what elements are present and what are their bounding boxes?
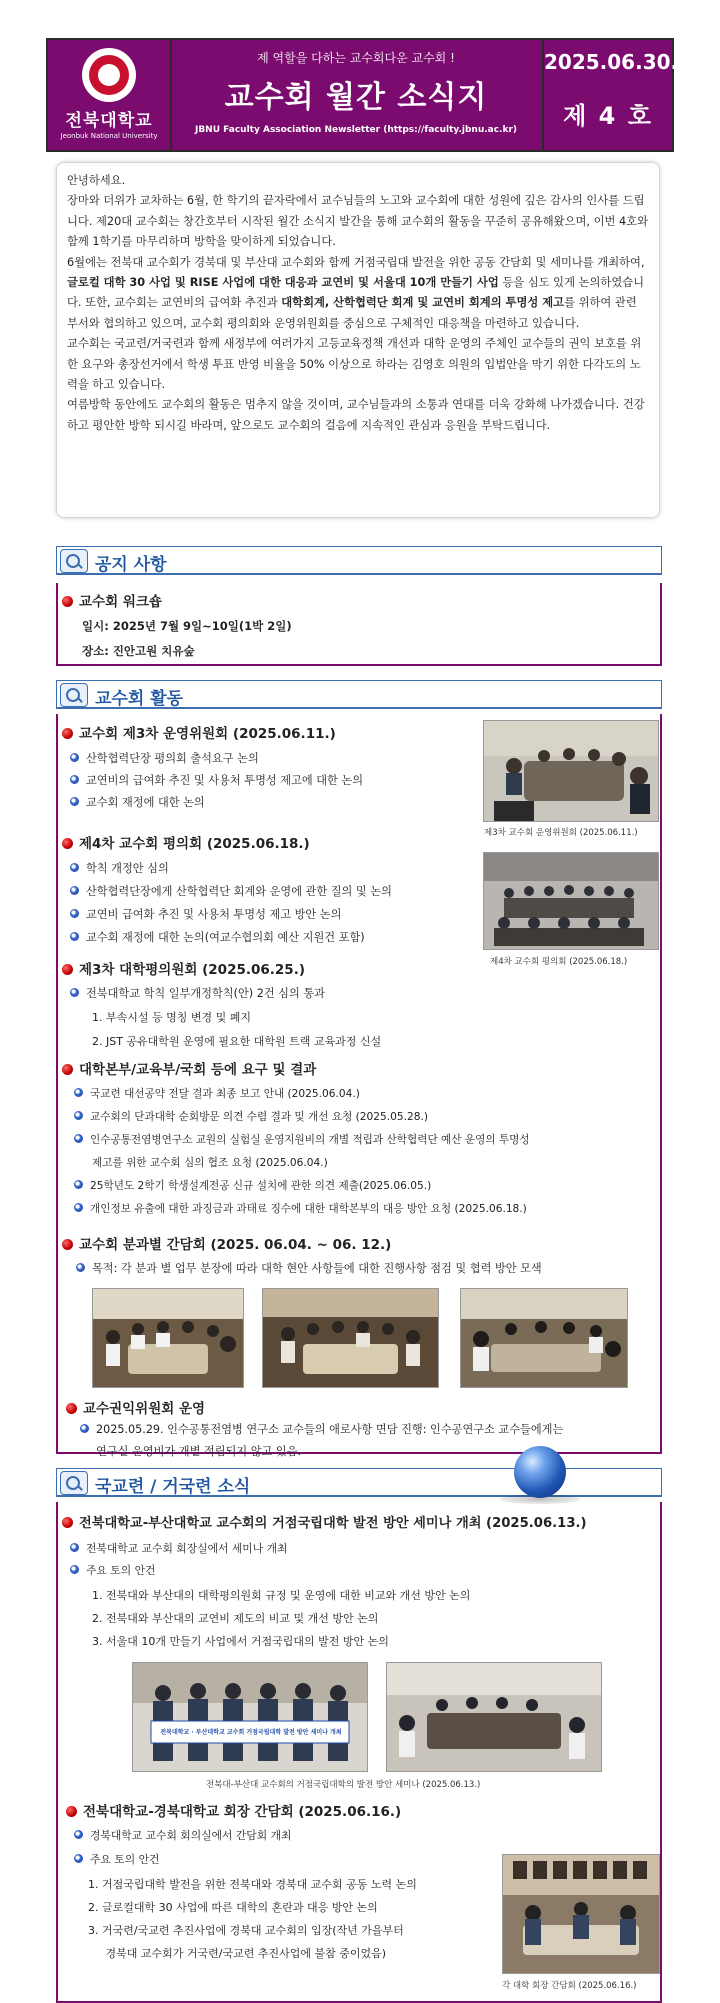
document-search-icon [60, 683, 88, 707]
list-item: 교수회의 단과대학 순회방문 의견 수렴 결과 및 개선 요청 (2025.05.28.) [74, 1109, 428, 1124]
blue-bullet-icon [74, 1180, 83, 1189]
list-item: 목적: 각 분과 별 업무 분장에 따라 대학 현안 사항들에 대한 진행사항 점검 및 협력 방안 모색 [76, 1260, 542, 1276]
list-item: 경북대학교 교수회 회의실에서 간담회 개최 [74, 1828, 291, 1843]
intro-letter [56, 162, 660, 518]
section-title-activity: 교수회 활동 [95, 689, 184, 709]
kyungpook-meeting-photo [502, 1854, 660, 1974]
meetings-title: 교수회 분과별 간담회 (2025. 06.04. ~ 06. 12.) [62, 1233, 391, 1253]
red-bullet-icon [62, 728, 73, 739]
blue-bullet-icon [70, 1543, 79, 1552]
list-item: 산학협력단장에게 산학협력단 회계와 운영에 관한 질의 및 논의 [70, 883, 392, 899]
list-item-continuation: 연구실 운영비가 개별 적립되지 않고 있음. [96, 1445, 302, 1458]
council-photo [483, 852, 659, 950]
intro-paragraph-3: 교수회는 국교련/거국련과 함께 새정부에 여러가지 고등교육정책 개선과 대학 운영의 주체인 교수들의 권익 보호를 위한 요구와 총장선거에서 학생 투표 반영 비율을 50% 이상으로 하라는 김영호 의원의 입법안을 막기 위한 다각도의 노력을 하고 있습니다. [67, 337, 642, 392]
red-bullet-icon [62, 1064, 73, 1075]
blue-bullet-icon [74, 1111, 83, 1120]
intro-paragraph-1: 장마와 더위가 교차하는 6월, 한 학기의 끝자락에서 교수님들의 노고와 교수회에 대한 성원에 깊은 감사의 인사를 드립니다. 제20대 교수회는 창간호부터 시작된 월간 소식지 발간을 통해 교수회의 활동을 꾸준히 공유해왔으며, 이번 4호와 함께 1학기를 마무리하며 방학을 맞이하게 되었습니다. [67, 194, 649, 249]
blue-bullet-icon [74, 1134, 83, 1143]
council-title: 제4차 교수회 평의회 (2025.06.18.) [62, 832, 310, 852]
red-bullet-icon [62, 838, 73, 849]
rights-committee-title: 교수권익위원회 운영 [66, 1397, 205, 1417]
council-caption: 제4차 교수회 평의회 (2025.06.18.) [490, 957, 628, 967]
list-item: 국교련 대선공약 전달 결과 최종 보고 안내 (2025.06.04.) [74, 1086, 360, 1101]
issue-block [544, 40, 679, 150]
red-bullet-icon [66, 1806, 77, 1817]
list-item: 인수공통전염병연구소 교원의 실험실 운영지원비의 개별 적립과 산학협력단 예산 운영의 투명성 [74, 1132, 530, 1147]
blue-bullet-icon [70, 932, 79, 941]
list-item: 학칙 개정안 심의 [70, 860, 169, 876]
list-item: 교수회 재정에 대한 논의 [70, 794, 205, 810]
meeting-photo-3 [460, 1288, 628, 1388]
university-council-title: 제3차 대학평의원회 (2025.06.25.) [62, 958, 305, 978]
blue-bullet-icon [70, 886, 79, 895]
university-logo-block [48, 40, 172, 150]
newspaper-icon [60, 1471, 88, 1495]
blue-bullet-icon [70, 1565, 79, 1574]
sub-item: 1. 거점국립대학 발전을 위한 전북대와 경북대 교수회 공동 노력 논의 [88, 1878, 417, 1891]
red-bullet-icon [62, 596, 73, 607]
intro-greeting: 안녕하세요. [67, 174, 126, 187]
slogan: 제 역할을 다하는 교수회다운 교수회 ! [257, 51, 455, 65]
blue-bullet-icon [76, 1263, 85, 1272]
globe-icon [514, 1446, 566, 1498]
masthead [46, 38, 679, 152]
meeting-photo-1 [92, 1288, 244, 1388]
sub-item: 2. JST 공유대학원 운영에 필요한 대학원 트랙 교육과정 신설 [92, 1035, 382, 1048]
newsletter-title: 교수회 월간 소식지 [224, 80, 488, 115]
blue-bullet-icon [70, 988, 79, 997]
seminar-banner-text: 전북대학교 · 부산대학교 교수회 거점국립대학 발전 방안 세미나 개최 [160, 1729, 342, 1736]
notice-item-title: 교수회 워크숍 [62, 590, 162, 610]
red-bullet-icon [62, 1239, 73, 1250]
blue-bullet-icon [74, 1203, 83, 1212]
list-item: 교수회 재정에 대한 논의(여교수협의회 예산 지원건 포함) [70, 929, 365, 945]
list-item: 주요 토의 안건 [70, 1563, 155, 1578]
university-name-en: Jeonbuk National University [60, 132, 158, 140]
list-item: 교연비 급여화 추진 및 사용처 투명성 제고 방안 논의 [70, 906, 341, 922]
kyungpook-meeting-title: 전북대학교-경북대학교 회장 간담회 (2025.06.16.) [66, 1800, 401, 1820]
kyungpook-meeting-caption: 각 대학 회장 간담회 (2025.06.16.) [502, 1981, 637, 1991]
university-seal-icon [82, 48, 136, 102]
issue-number: 제 4 호 [563, 102, 653, 130]
section-header-national [56, 1468, 662, 1497]
issue-date: 2025.06.30. [544, 50, 679, 74]
list-item-continuation: 제고를 위한 교수회 심의 협조 요청 (2025.06.04.) [92, 1157, 328, 1169]
notice-date: 일시: 2025년 7월 9일~10일(1박 2일) [82, 619, 292, 633]
newsletter-subtitle: JBNU Faculty Association Newsletter (https://faculty.jbnu.ac.kr) [194, 125, 518, 135]
section-header-activity [56, 680, 662, 709]
red-bullet-icon [62, 1517, 73, 1528]
list-item: 산학협력단장 평의회 출석요구 논의 [70, 750, 259, 766]
masthead-title-block [170, 40, 544, 150]
university-name-ko: 전북대학교 [65, 111, 153, 131]
section-title-notice: 공지 사항 [95, 555, 167, 575]
red-bullet-icon [62, 964, 73, 975]
sub-item: 2. 글로컬대학 30 사업에 따른 대학의 혼란과 대응 방안 논의 [88, 1901, 378, 1914]
steering-committee-title: 교수회 제3차 운영위원회 (2025.06.11.) [62, 722, 336, 742]
sub-item-continuation: 경북대 교수회가 거국련/국교련 추진사업에 불참 중이었음) [88, 1947, 386, 1960]
blue-bullet-icon [74, 1088, 83, 1097]
section-title-national: 국교련 / 거국련 소식 [95, 1477, 251, 1497]
blue-bullet-icon [70, 753, 79, 762]
list-item: 25학년도 2학기 학생설계전공 신규 설치에 관한 의견 제출(2025.06.05.) [74, 1178, 431, 1193]
intro-paragraph-2: 6월에는 전북대 교수회가 경북대 및 부산대 교수회와 함께 거점국립대 발전을 위한 공동 간담회 및 세미나를 개최하여, 글로컬 대학 30 사업 및 RISE 사업에 대한 대응과 교연비 및 서울대 10개 만들기 사업 등을 심도 있게 논의하였습니다. 또한, 교수회는 교연비의 급여화 추진과 대학회계, 산학협력단 회계 및 교연비 회계의 투명성 제고를 위하여 관련 부서와 협의하고 있으며, 교수회 평의회와 운영위원회를 중심으로 구체적인 대응책을 마련하고 있습니다. [67, 255, 645, 330]
pusan-seminar-caption: 전북대-부산대 교수회의 거점국립대학의 발전 방안 세미나 (2025.06.13.) [206, 1780, 481, 1790]
pusan-seminar-photo-group [132, 1662, 368, 1772]
blue-bullet-icon [74, 1854, 83, 1863]
list-item: 주요 토의 안건 [74, 1852, 159, 1867]
list-item: 전북대학교 교수회 회장실에서 세미나 개최 [70, 1541, 287, 1556]
blue-bullet-icon [70, 909, 79, 918]
list-item: 교연비의 급여화 추진 및 사용처 투명성 제고에 대한 논의 [70, 772, 363, 788]
pusan-seminar-photo-meeting [386, 1662, 602, 1772]
meeting-photo-2 [262, 1288, 439, 1388]
steering-committee-caption: 제3차 교수회 운영위원회 (2025.06.11.) [484, 828, 638, 838]
steering-committee-photo [483, 720, 659, 822]
intro-paragraph-4: 여름방학 동안에도 교수회의 활동은 멈추지 않을 것이며, 교수님들과의 소통과 연대를 더욱 강화해 나가겠습니다. 건강하고 평안한 방학 되시길 바라며, 앞으로도 교수회의 걸음에 지속적인 관심과 응원을 부탁드립니다. [67, 398, 645, 432]
magnifier-icon [60, 549, 88, 573]
blue-bullet-icon [80, 1424, 89, 1433]
red-bullet-icon [66, 1403, 77, 1414]
sub-item: 1. 부속시설 등 명칭 변경 및 폐지 [92, 1011, 251, 1024]
sub-item: 3. 거국련/국교련 추진사업에 경북대 교수회의 입장(작년 가을부터 [88, 1924, 404, 1937]
notice-place: 장소: 진안고원 치유숲 [82, 644, 195, 658]
blue-bullet-icon [70, 797, 79, 806]
section-header-notice [56, 546, 662, 575]
list-item: 전북대학교 학칙 일부개정학칙(안) 2건 심의 통과 [70, 985, 325, 1001]
sub-item: 2. 전북대와 부산대의 교연비 제도의 비교 및 개선 방안 논의 [92, 1612, 379, 1625]
blue-bullet-icon [70, 775, 79, 784]
blue-bullet-icon [70, 863, 79, 872]
sub-item: 3. 서울대 10개 만들기 사업에서 거점국립대의 발전 방안 논의 [92, 1635, 389, 1648]
list-item: 개인정보 유출에 대한 과징금과 과태료 징수에 대한 대학본부의 대응 방안 요청 (2025.06.18.) [74, 1201, 527, 1216]
requests-title: 대학본부/교육부/국회 등에 요구 및 결과 [62, 1058, 316, 1078]
sub-item: 1. 전북대와 부산대의 대학평의원회 규정 및 운영에 대한 비교와 개선 방안 논의 [92, 1589, 471, 1602]
blue-bullet-icon [74, 1830, 83, 1839]
list-item: 2025.05.29. 인수공통전염병 연구소 교수들의 애로사항 면담 진행: 인수공연구소 교수들에게는 [80, 1421, 563, 1437]
pusan-seminar-title: 전북대학교-부산대학교 교수회의 거점국립대학 발전 방안 세미나 개최 (2025.06.13.) [62, 1512, 587, 1531]
